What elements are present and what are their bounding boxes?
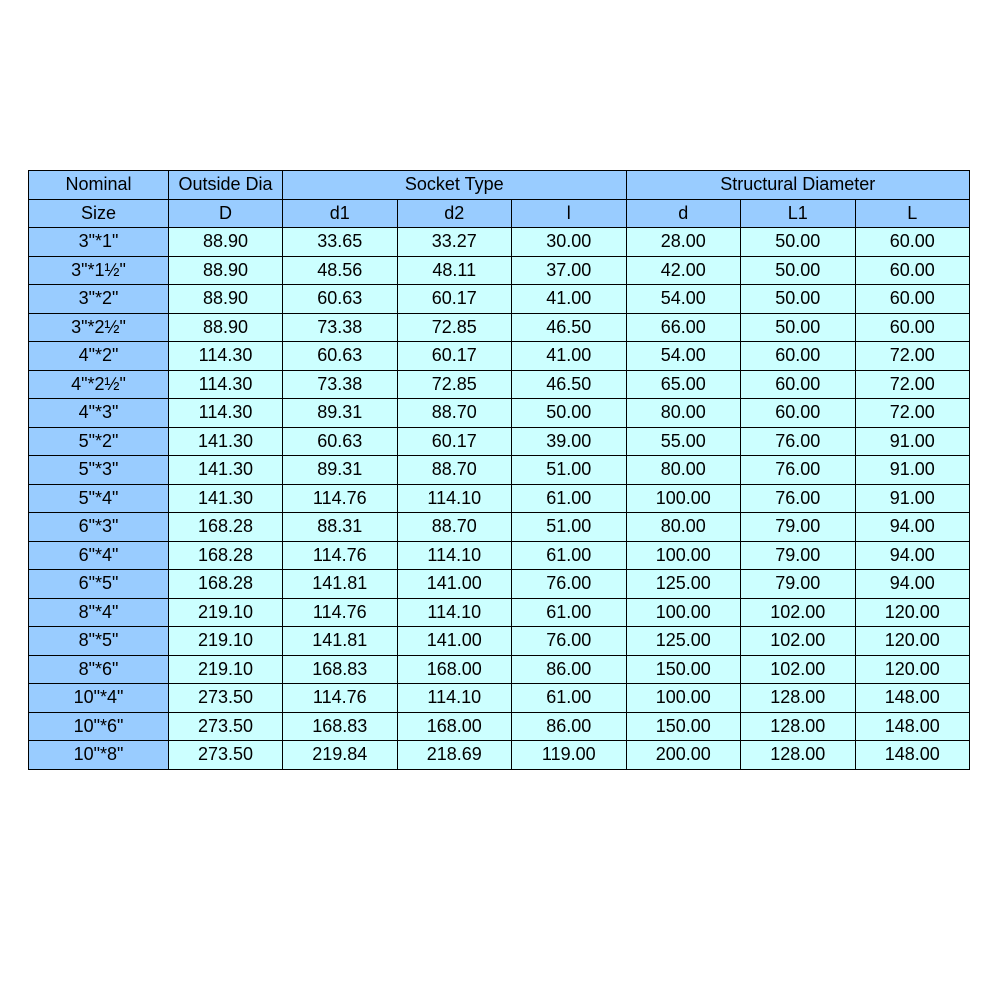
cell-nominal-size: 8"*5" — [29, 627, 169, 656]
cell-L: 60.00 — [855, 256, 970, 285]
cell-nominal-size: 5"*4" — [29, 484, 169, 513]
cell-L: 120.00 — [855, 598, 970, 627]
cell-L: 60.00 — [855, 285, 970, 314]
cell-L1: 50.00 — [741, 256, 856, 285]
cell-d: 150.00 — [626, 712, 741, 741]
cell-nominal-size: 5"*3" — [29, 456, 169, 485]
cell-l: 61.00 — [512, 684, 627, 713]
cell-D: 114.30 — [169, 370, 283, 399]
cell-nominal-size: 4"*2½" — [29, 370, 169, 399]
cell-l: 76.00 — [512, 627, 627, 656]
cell-d2: 114.10 — [397, 684, 512, 713]
cell-nominal-size: 3"*2½" — [29, 313, 169, 342]
cell-L1: 128.00 — [741, 741, 856, 770]
cell-D: 141.30 — [169, 484, 283, 513]
cell-L: 72.00 — [855, 342, 970, 371]
header-D: D — [169, 199, 283, 228]
cell-L1: 50.00 — [741, 313, 856, 342]
cell-d2: 114.10 — [397, 484, 512, 513]
cell-nominal-size: 6"*4" — [29, 541, 169, 570]
header-socket-type: Socket Type — [283, 171, 627, 200]
cell-nominal-size: 4"*2" — [29, 342, 169, 371]
table-row — [29, 399, 970, 428]
cell-D: 88.90 — [169, 285, 283, 314]
cell-d: 150.00 — [626, 655, 741, 684]
table-row — [29, 684, 970, 713]
cell-d1: 114.76 — [283, 541, 398, 570]
cell-l: 86.00 — [512, 712, 627, 741]
cell-l: 61.00 — [512, 598, 627, 627]
cell-L1: 50.00 — [741, 285, 856, 314]
cell-l: 39.00 — [512, 427, 627, 456]
cell-L1: 50.00 — [741, 228, 856, 257]
cell-L: 94.00 — [855, 513, 970, 542]
cell-d1: 89.31 — [283, 456, 398, 485]
cell-d1: 73.38 — [283, 370, 398, 399]
table-row — [29, 741, 970, 770]
cell-L1: 60.00 — [741, 399, 856, 428]
cell-d2: 141.00 — [397, 570, 512, 599]
cell-l: 51.00 — [512, 456, 627, 485]
header-outside-dia: Outside Dia — [169, 171, 283, 200]
cell-L1: 102.00 — [741, 655, 856, 684]
cell-L1: 60.00 — [741, 370, 856, 399]
cell-d: 125.00 — [626, 570, 741, 599]
cell-d2: 88.70 — [397, 399, 512, 428]
cell-D: 273.50 — [169, 741, 283, 770]
cell-l: 50.00 — [512, 399, 627, 428]
cell-d2: 114.10 — [397, 598, 512, 627]
table-row — [29, 228, 970, 257]
cell-D: 168.28 — [169, 513, 283, 542]
cell-d2: 48.11 — [397, 256, 512, 285]
cell-L: 60.00 — [855, 228, 970, 257]
cell-D: 114.30 — [169, 342, 283, 371]
cell-d: 80.00 — [626, 399, 741, 428]
cell-nominal-size: 3"*1½" — [29, 256, 169, 285]
cell-nominal-size: 3"*2" — [29, 285, 169, 314]
cell-D: 114.30 — [169, 399, 283, 428]
cell-nominal-size: 8"*4" — [29, 598, 169, 627]
cell-L1: 79.00 — [741, 541, 856, 570]
cell-D: 141.30 — [169, 427, 283, 456]
table-row — [29, 570, 970, 599]
header-row-bottom — [29, 199, 970, 228]
cell-d1: 60.63 — [283, 342, 398, 371]
table-row — [29, 313, 970, 342]
header-nominal: Nominal — [29, 171, 169, 200]
cell-L1: 76.00 — [741, 484, 856, 513]
cell-l: 30.00 — [512, 228, 627, 257]
cell-d: 54.00 — [626, 342, 741, 371]
cell-nominal-size: 5"*2" — [29, 427, 169, 456]
cell-l: 61.00 — [512, 484, 627, 513]
cell-d1: 219.84 — [283, 741, 398, 770]
cell-L: 94.00 — [855, 570, 970, 599]
cell-D: 88.90 — [169, 256, 283, 285]
cell-d: 100.00 — [626, 541, 741, 570]
cell-d1: 114.76 — [283, 598, 398, 627]
cell-nominal-size: 10"*4" — [29, 684, 169, 713]
cell-d: 65.00 — [626, 370, 741, 399]
cell-nominal-size: 3"*1" — [29, 228, 169, 257]
cell-nominal-size: 6"*5" — [29, 570, 169, 599]
cell-L1: 102.00 — [741, 598, 856, 627]
cell-d: 100.00 — [626, 484, 741, 513]
header-structural-diameter: Structural Diameter — [626, 171, 970, 200]
cell-l: 51.00 — [512, 513, 627, 542]
cell-d1: 168.83 — [283, 655, 398, 684]
table-row — [29, 513, 970, 542]
table-row — [29, 712, 970, 741]
cell-d1: 114.76 — [283, 684, 398, 713]
cell-L: 120.00 — [855, 655, 970, 684]
cell-d: 125.00 — [626, 627, 741, 656]
cell-nominal-size: 4"*3" — [29, 399, 169, 428]
cell-d1: 60.63 — [283, 427, 398, 456]
cell-nominal-size: 10"*6" — [29, 712, 169, 741]
header-d1: d1 — [283, 199, 398, 228]
cell-d1: 33.65 — [283, 228, 398, 257]
cell-nominal-size: 10"*8" — [29, 741, 169, 770]
cell-D: 219.10 — [169, 627, 283, 656]
table-row — [29, 456, 970, 485]
cell-D: 219.10 — [169, 655, 283, 684]
cell-d1: 141.81 — [283, 570, 398, 599]
cell-d2: 60.17 — [397, 427, 512, 456]
cell-L: 120.00 — [855, 627, 970, 656]
table-row — [29, 627, 970, 656]
header-row-top — [29, 171, 970, 200]
cell-d: 54.00 — [626, 285, 741, 314]
cell-D: 168.28 — [169, 541, 283, 570]
cell-L1: 128.00 — [741, 712, 856, 741]
table-row — [29, 541, 970, 570]
cell-L1: 102.00 — [741, 627, 856, 656]
cell-d: 100.00 — [626, 684, 741, 713]
cell-d2: 33.27 — [397, 228, 512, 257]
cell-l: 37.00 — [512, 256, 627, 285]
cell-d2: 141.00 — [397, 627, 512, 656]
header-d2: d2 — [397, 199, 512, 228]
cell-d1: 168.83 — [283, 712, 398, 741]
cell-nominal-size: 6"*3" — [29, 513, 169, 542]
cell-d2: 88.70 — [397, 513, 512, 542]
cell-d2: 60.17 — [397, 342, 512, 371]
cell-L1: 79.00 — [741, 570, 856, 599]
cell-d2: 218.69 — [397, 741, 512, 770]
table-row — [29, 342, 970, 371]
cell-L: 72.00 — [855, 399, 970, 428]
cell-D: 273.50 — [169, 712, 283, 741]
table-row — [29, 484, 970, 513]
cell-L: 91.00 — [855, 484, 970, 513]
cell-L: 91.00 — [855, 427, 970, 456]
cell-d2: 60.17 — [397, 285, 512, 314]
table-row — [29, 370, 970, 399]
cell-d1: 89.31 — [283, 399, 398, 428]
cell-d2: 168.00 — [397, 712, 512, 741]
table-row — [29, 427, 970, 456]
cell-L: 148.00 — [855, 741, 970, 770]
cell-D: 88.90 — [169, 313, 283, 342]
cell-d: 66.00 — [626, 313, 741, 342]
table-row — [29, 285, 970, 314]
header-L: L — [855, 199, 970, 228]
cell-d1: 88.31 — [283, 513, 398, 542]
cell-d1: 141.81 — [283, 627, 398, 656]
cell-d1: 48.56 — [283, 256, 398, 285]
cell-l: 41.00 — [512, 285, 627, 314]
header-l: l — [512, 199, 627, 228]
cell-l: 86.00 — [512, 655, 627, 684]
cell-d2: 88.70 — [397, 456, 512, 485]
header-size: Size — [29, 199, 169, 228]
cell-d: 200.00 — [626, 741, 741, 770]
cell-L: 91.00 — [855, 456, 970, 485]
cell-d: 42.00 — [626, 256, 741, 285]
header-d: d — [626, 199, 741, 228]
table-header — [29, 171, 970, 228]
cell-L1: 60.00 — [741, 342, 856, 371]
cell-D: 168.28 — [169, 570, 283, 599]
cell-D: 273.50 — [169, 684, 283, 713]
table-row — [29, 256, 970, 285]
table-row — [29, 655, 970, 684]
cell-L1: 128.00 — [741, 684, 856, 713]
cell-D: 88.90 — [169, 228, 283, 257]
cell-L: 148.00 — [855, 684, 970, 713]
cell-nominal-size: 8"*6" — [29, 655, 169, 684]
cell-l: 46.50 — [512, 313, 627, 342]
table-body — [29, 228, 970, 770]
cell-l: 76.00 — [512, 570, 627, 599]
cell-d2: 168.00 — [397, 655, 512, 684]
header-L1: L1 — [741, 199, 856, 228]
cell-d1: 60.63 — [283, 285, 398, 314]
cell-L1: 79.00 — [741, 513, 856, 542]
cell-l: 119.00 — [512, 741, 627, 770]
cell-d1: 73.38 — [283, 313, 398, 342]
cell-L1: 76.00 — [741, 456, 856, 485]
cell-d2: 72.85 — [397, 370, 512, 399]
cell-d1: 114.76 — [283, 484, 398, 513]
cell-L: 148.00 — [855, 712, 970, 741]
cell-L: 60.00 — [855, 313, 970, 342]
cell-l: 41.00 — [512, 342, 627, 371]
cell-L1: 76.00 — [741, 427, 856, 456]
cell-d: 55.00 — [626, 427, 741, 456]
cell-L: 72.00 — [855, 370, 970, 399]
cell-L: 94.00 — [855, 541, 970, 570]
cell-l: 61.00 — [512, 541, 627, 570]
cell-d: 80.00 — [626, 513, 741, 542]
reducer-dimension-table — [28, 170, 970, 770]
cell-l: 46.50 — [512, 370, 627, 399]
cell-d2: 72.85 — [397, 313, 512, 342]
cell-d: 28.00 — [626, 228, 741, 257]
cell-d: 100.00 — [626, 598, 741, 627]
cell-D: 219.10 — [169, 598, 283, 627]
table-row — [29, 598, 970, 627]
cell-d: 80.00 — [626, 456, 741, 485]
cell-d2: 114.10 — [397, 541, 512, 570]
cell-D: 141.30 — [169, 456, 283, 485]
